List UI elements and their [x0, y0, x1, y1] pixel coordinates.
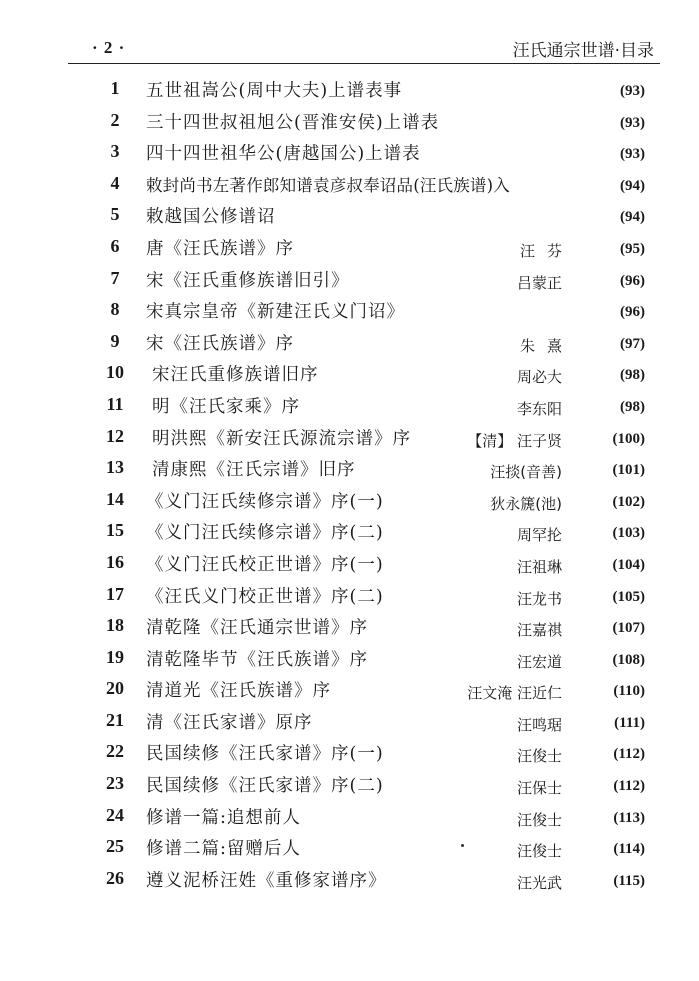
entry-number: 21 [106, 709, 124, 730]
entry-page: (94) [620, 177, 645, 194]
entry-title: 清乾隆毕节《汪氏族谱》序 [146, 649, 368, 670]
entry-number: 19 [106, 646, 124, 667]
entry-number: 11 [106, 393, 124, 414]
entry-number: 24 [106, 804, 124, 825]
entry-author: 朱熹 [519, 336, 574, 355]
entry-page: (100) [612, 430, 645, 447]
entry-page: (101) [612, 462, 645, 479]
entry-title: 清康熙《汪氏宗谱》旧序 [152, 460, 356, 481]
toc-entry [0, 641, 699, 673]
entry-number: 20 [106, 678, 124, 699]
toc-entry [0, 167, 699, 199]
entry-title: 宋《汪氏族谱》序 [146, 333, 294, 354]
entry-author: 汪俊士 [516, 747, 562, 766]
entry-author: 汪光武 [516, 873, 562, 892]
entry-page: (105) [612, 588, 645, 605]
toc-entry [0, 483, 699, 515]
toc-entry [0, 356, 699, 388]
toc-entry [0, 830, 699, 862]
entry-number: 22 [106, 741, 124, 762]
entry-page: (93) [620, 146, 645, 163]
entry-number: 26 [106, 867, 124, 888]
entry-number: 8 [110, 299, 120, 320]
entry-number: 4 [110, 172, 120, 193]
entry-title: 五世祖嵩公(周中大夫)上谱表事 [146, 81, 403, 101]
entry-author: 汪俊士 [516, 842, 562, 861]
toc-entry [0, 735, 699, 767]
entry-page: (98) [620, 398, 645, 415]
entry-title: 修谱一篇:追想前人 [146, 807, 301, 828]
toc-entry [0, 451, 699, 483]
entry-title: 三十四世叔祖旭公(晋淮安侯)上谱表 [146, 112, 440, 133]
entry-page: (94) [620, 209, 645, 226]
entry-page: (110) [613, 683, 645, 700]
entry-page: (115) [613, 872, 645, 889]
page-number: · 2 · [92, 38, 126, 57]
toc-entry [0, 325, 699, 357]
entry-number: 2 [110, 109, 120, 130]
toc-entry [0, 135, 699, 167]
toc-entry [0, 578, 699, 610]
entry-number: 13 [106, 457, 124, 478]
entry-title: 清道光《汪氏族谱》序 [146, 681, 331, 702]
entry-page: (113) [613, 809, 645, 826]
entry-number: 10 [106, 362, 124, 383]
entry-number: 25 [106, 836, 124, 857]
entry-number: 23 [106, 773, 124, 794]
toc-entry [0, 198, 699, 230]
toc-entry [0, 514, 699, 546]
entry-title: 敕越国公修谱诏 [146, 207, 276, 228]
entry-author: 李东阳 [516, 399, 562, 418]
entry-number: 15 [106, 520, 124, 541]
toc-entry [0, 704, 699, 736]
entry-author: 吕蒙正 [516, 273, 562, 292]
toc-entry [0, 72, 699, 104]
entry-author: 汪龙书 [516, 589, 562, 608]
entry-number: 12 [106, 425, 124, 446]
toc-entry [0, 862, 699, 894]
toc-entry [0, 546, 699, 578]
entry-author: 汪芬 [519, 241, 574, 260]
entry-page: (97) [620, 335, 645, 352]
entry-number: 9 [110, 330, 120, 351]
entry-author: 汪保士 [516, 779, 562, 798]
entry-page: (102) [612, 493, 645, 510]
entry-author: 周罕抡 [516, 526, 562, 545]
toc-entry [0, 262, 699, 294]
toc-entry [0, 767, 699, 799]
entry-title: 《义门汪氏校正世谱》序(一) [146, 554, 384, 575]
header-rule [68, 63, 660, 64]
stray-dot-mark [461, 844, 464, 847]
toc-entry [0, 799, 699, 831]
entry-title: 民国续修《汪氏家谱》序(一) [146, 744, 384, 765]
entry-title: 宋汪氏重修族谱旧序 [152, 365, 319, 386]
entry-author: 【清】 汪子贤 [467, 431, 562, 450]
entry-page: (93) [620, 114, 645, 131]
entry-title: 四十四世祖华公(唐越国公)上谱表 [146, 144, 421, 165]
entry-page: (108) [612, 651, 645, 668]
entry-number: 17 [106, 583, 124, 604]
entry-title: 《义门汪氏续修宗谱》序(一) [146, 491, 384, 512]
entry-title: 唐《汪氏族谱》序 [146, 238, 294, 259]
entry-number: 7 [110, 267, 120, 288]
entry-title: 清《汪氏家谱》原序 [146, 712, 313, 733]
entry-page: (104) [612, 556, 645, 573]
entry-page: (93) [620, 83, 645, 99]
entry-page: (112) [613, 778, 645, 795]
entry-page: (114) [613, 841, 645, 858]
entry-author: 汪掞(音善) [490, 463, 562, 482]
entry-number: 5 [110, 204, 120, 225]
entry-title: 清乾隆《汪氏通宗世谱》序 [146, 618, 368, 639]
entry-title: 修谱二篇:留赠后人 [146, 839, 301, 860]
entry-title: 《汪氏义门校正世谱》序(二) [146, 586, 384, 607]
entry-page: (103) [612, 525, 645, 542]
entry-number: 16 [106, 551, 124, 572]
entry-number: 3 [110, 141, 120, 162]
entry-page: (112) [613, 746, 645, 763]
toc-entry [0, 609, 699, 641]
toc-entry [0, 104, 699, 136]
entry-number: 14 [106, 488, 124, 509]
entry-author: 汪俊士 [516, 810, 562, 829]
entry-author: 周必大 [516, 368, 562, 387]
entry-title: 民国续修《汪氏家谱》序(二) [146, 776, 384, 797]
entry-number: 6 [110, 235, 120, 256]
entry-page: (95) [620, 240, 645, 257]
toc-entry [0, 672, 699, 704]
entry-page: (96) [620, 272, 645, 289]
page-header [0, 0, 699, 64]
entry-author: 汪文淹 汪近仁 [467, 684, 562, 703]
entry-title: 《义门汪氏续修宗谱》序(二) [146, 523, 384, 544]
entry-author: 汪嘉祺 [516, 621, 562, 640]
toc-entry [0, 420, 699, 452]
entry-page: (107) [612, 620, 645, 637]
entry-title: 敕封尚书左著作郎知谱袁彦叔奉诏品(汪氏族谱)入 [146, 175, 510, 195]
entry-page: (111) [614, 714, 645, 731]
toc-entry [0, 293, 699, 325]
entry-page: (96) [620, 304, 645, 321]
entry-number: 18 [106, 615, 124, 636]
entry-page: (98) [620, 367, 645, 384]
table-of-contents [0, 72, 699, 893]
entry-author: 汪宏道 [516, 652, 562, 671]
entry-author: 狄永篪(池) [490, 494, 562, 513]
entry-title: 明《汪氏家乘》序 [152, 396, 300, 417]
entry-title: 遵义泥桥汪姓《重修家谱序》 [146, 870, 387, 891]
running-head: 汪氏通宗世谱·目录 [512, 41, 654, 61]
toc-entry [0, 388, 699, 420]
entry-number: 1 [110, 78, 120, 98]
entry-title: 宋《汪氏重修族谱旧引》 [146, 270, 350, 291]
entry-title: 宋真宗皇帝《新建汪氏义门诏》 [146, 302, 405, 323]
entry-title: 明洪熙《新安汪氏源流宗谱》序 [152, 428, 411, 449]
entry-author: 汪鸣琚 [516, 715, 562, 734]
entry-author: 汪祖琳 [516, 557, 562, 576]
toc-entry [0, 230, 699, 262]
